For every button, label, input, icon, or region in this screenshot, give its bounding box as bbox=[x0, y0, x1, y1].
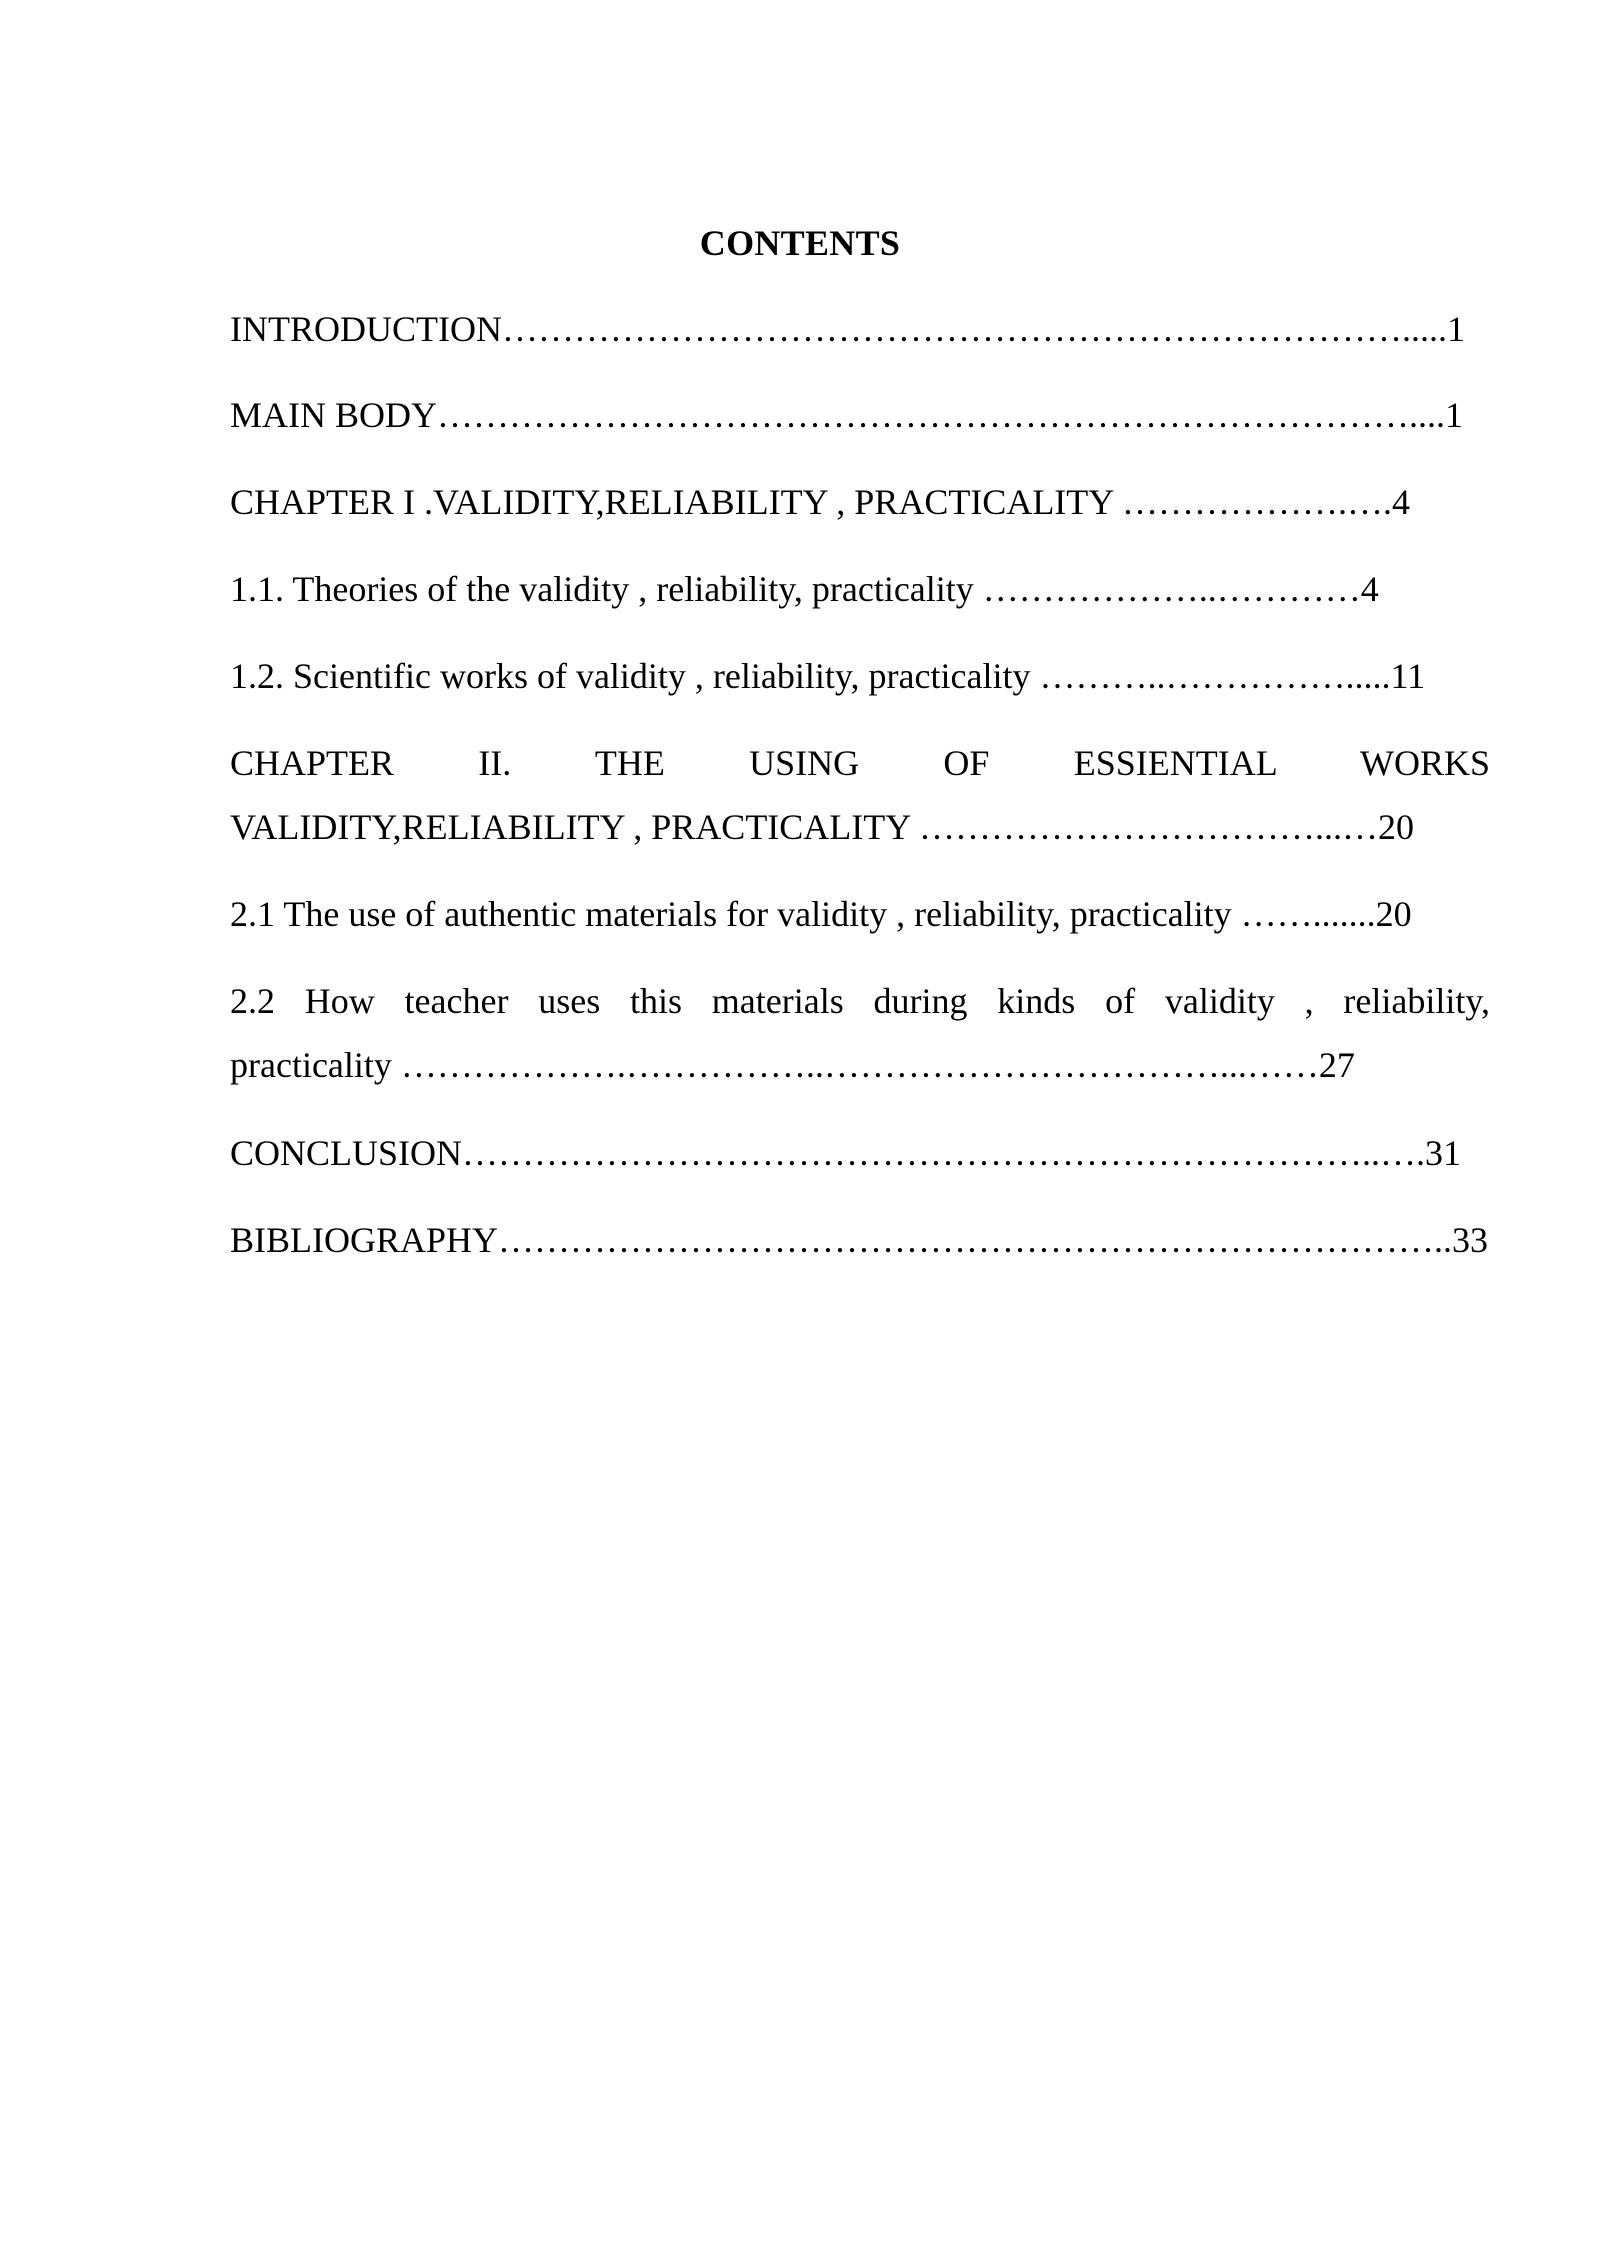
toc-entry-2-1: 2.1 The use of authentic materials for validity , reliability, practicality …….......20 bbox=[230, 894, 1412, 934]
toc-entry-chapter-2-line-1: CHAPTER II. THE USING OF ESSIENTIAL WORKS bbox=[230, 743, 1490, 783]
toc-entry-chapter-2 bbox=[230, 731, 1490, 859]
toc-entry-1-2: 1.2. Scientific works of validity , reliability, practicality ………..…………….....11 bbox=[230, 656, 1426, 696]
toc-entry-2-2 bbox=[230, 969, 1490, 1097]
toc-entry-2-2-line-1: 2.2 How teacher uses this materials during kinds of validity , reliability, bbox=[230, 981, 1490, 1021]
toc-entry-2-2-line-2: practicality ……………….……………..……………………………...……27 bbox=[230, 1045, 1355, 1085]
toc-entry-conclusion: CONCLUSION…………………………………………………………………..….31 bbox=[230, 1133, 1462, 1173]
toc-entry-bibliography: BIBLIOGRAPHY……………………………………………………………………..33 bbox=[230, 1220, 1489, 1260]
toc-entry-main-body: MAIN BODY………………………………………………………………………....1 bbox=[230, 395, 1463, 435]
toc-entry-chapter-1: CHAPTER I .VALIDITY,RELIABILITY , PRACTICALITY ……………….….4 bbox=[230, 482, 1410, 522]
page-title: CONTENTS bbox=[699, 223, 901, 263]
toc-entry-1-1: 1.1. Theories of the validity , reliability, practicality ………………..…………4 bbox=[230, 569, 1379, 609]
toc-entry-introduction: INTRODUCTION………………………………………………………………….....1 bbox=[230, 309, 1465, 349]
toc-entry-chapter-2-line-2: VALIDITY,RELIABILITY , PRACTICALITY ……………………………...…20 bbox=[230, 807, 1414, 847]
